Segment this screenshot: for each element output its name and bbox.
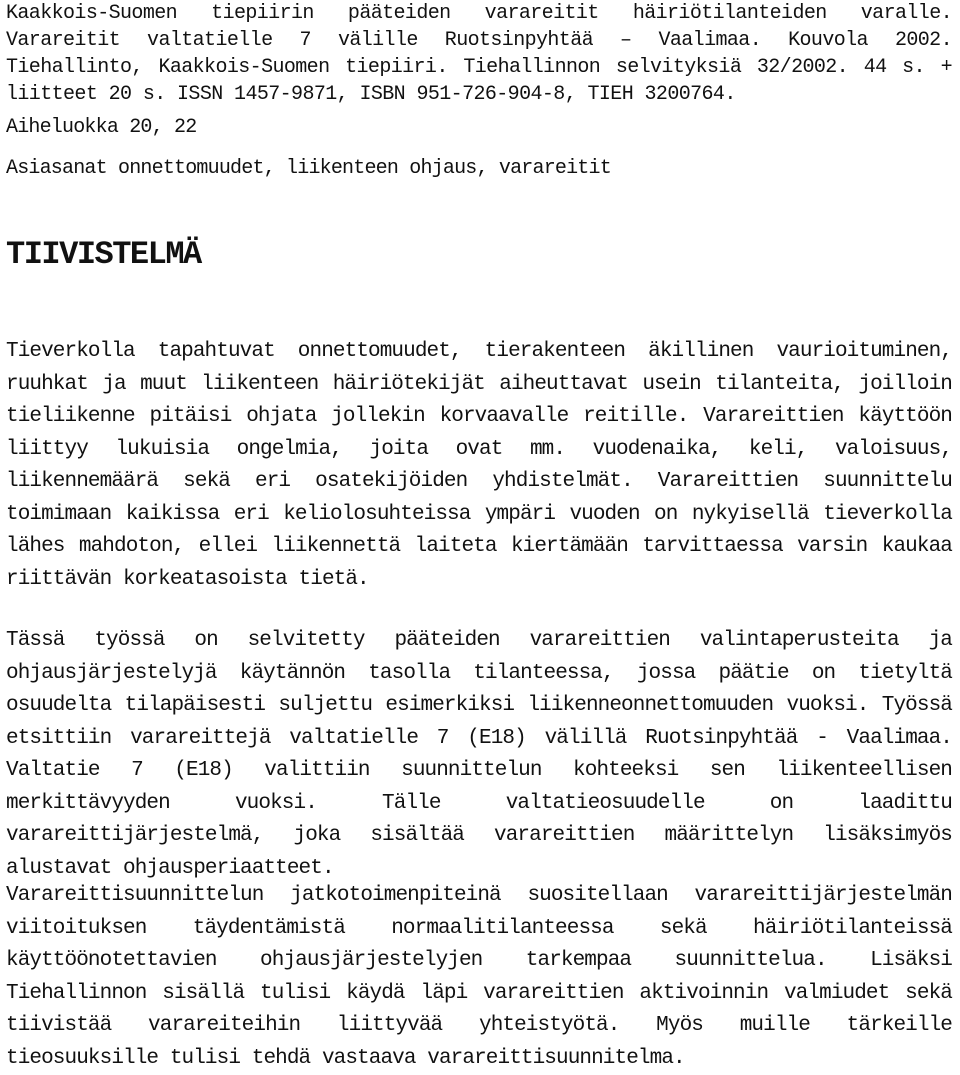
subject-class: Aiheluokka 20, 22 [6, 116, 197, 139]
bibliographic-reference: Kaakkois-Suomen tiepiirin pääteiden varareitit häiriötilanteiden varalle. Varareitit valtatielle 7 välille Ruotsinpyhtää – Vaalimaa. Kouvola 2002. Tiehallinto, Kaakkois-Suomen tiepiiri. Tiehallinnon selvityksiä 32/2002. 44 s. + liitteet 20 s. ISSN 1457-9871, ISBN 951-726-904-8, TIEH 3200764. [6, 2, 952, 106]
keywords: Asiasanat onnettomuudet, liikenteen ohjaus, varareitit [6, 157, 611, 180]
abstract-paragraph-3: Varareittisuunnittelun jatkotoimenpiteinä suositellaan varareittijärjestelmän viitoituksen täydentämistä normaalitilanteessa sekä häiriötilanteissä käyttöönotettavien ohjausjärjestelyjen tarkempaa suunnittelua. Lisäksi Tiehallinnon sisällä tulisi käydä läpi varareittien aktivoinnin valmiudet sekä tiivistää varareiteihin liittyvää yhteistyötä. Myös muille tärkeille tieosuuksille tulisi tehdä vastaava varareittisuunnitelma. [6, 884, 952, 1070]
abstract-paragraph-2: Tässä työssä on selvitetty pääteiden varareittien valintaperusteita ja ohjausjärjestelyjä käytännön tasolla tilanteessa, jossa päätie on tietyltä osuudelta tilapäisesti suljettu esimerkiksi liikenneonnettomuuden vuoksi. Työssä etsittiin varareittejä valtatielle 7 (E18) välillä Ruotsinpyhtää - Vaalimaa. Valtatie 7 (E18) valittiin suunnittelun kohteeksi sen liikenteellisen merkittävyyden vuoksi. Tälle valtatieosuudelle on laadittu varareittijärjestelmä, joka sisältää varareittien määrittelyn lisäksimyös alustavat ohjausperiaatteet. [6, 629, 952, 880]
document-page [6, 0, 952, 1070]
section-title: TIIVISTELMÄ [6, 236, 201, 273]
abstract-paragraph-1: Tieverkolla tapahtuvat onnettomuudet, tierakenteen äkillinen vaurioituminen, ruuhkat ja muut liikenteen häiriötekijät aiheuttavat usein tilanteita, joilloin tieliikenne pitäisi ohjata jollekin korvaavalle reitille. Varareittien käyttöön liittyy lukuisia ongelmia, joita ovat mm. vuodenaika, keli, valoisuus, liikennemäärä sekä eri osatekijöiden yhdistelmät. Varareittien suunnittelu toimimaan kaikissa eri keliolosuhteissa ympäri vuoden on nykyisellä tieverkolla lähes mahdoton, ellei liikennettä laiteta kiertämään tarvittaessa varsin kaukaa riittävän korkeatasoista tietä. [6, 340, 952, 591]
